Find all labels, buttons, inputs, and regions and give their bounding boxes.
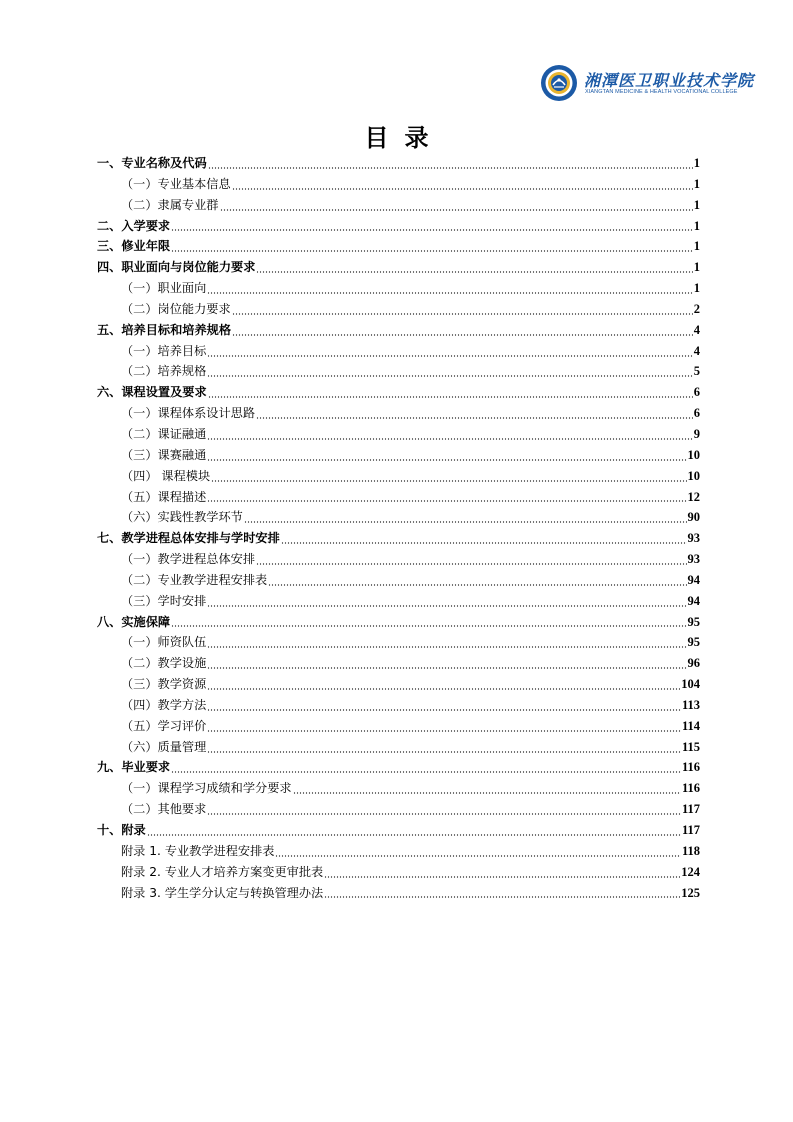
toc-entry[interactable] (97, 653, 700, 674)
toc-entry-page: 93 (687, 531, 700, 546)
toc-leader-dots (171, 250, 693, 252)
toc-leader-dots (324, 896, 680, 898)
toc-entry[interactable] (97, 695, 700, 716)
toc-entry[interactable] (97, 799, 700, 820)
toc-entry-page: 116 (681, 781, 700, 796)
toc-entry[interactable] (97, 487, 700, 508)
college-name-en: XIANGTAN MEDICINE & HEALTH VOCATIONAL COLLEGE (585, 89, 738, 95)
toc-leader-dots (220, 209, 693, 211)
toc-entry-page: 1 (693, 156, 700, 170)
toc-entry[interactable] (97, 361, 700, 382)
toc-entry-title: （六）实践性教学环节 (121, 510, 243, 525)
toc-entry-page: 117 (681, 823, 700, 837)
toc-entry[interactable] (97, 257, 700, 278)
toc-entry[interactable] (97, 382, 700, 403)
toc-leader-dots (207, 751, 681, 753)
toc-entry-title: （三）教学资源 (121, 677, 207, 692)
toc-leader-dots (207, 646, 686, 648)
toc-entry[interactable] (97, 507, 700, 528)
toc-leader-dots (207, 438, 692, 440)
toc-entry-title: （一）课程体系设计思路 (121, 406, 256, 421)
page-title: 目录 (364, 124, 445, 152)
toc-leader-dots (207, 459, 686, 461)
toc-entry-title: （三）学时安排 (121, 593, 207, 608)
toc-leader-dots (171, 229, 693, 231)
toc-entry[interactable] (97, 778, 700, 799)
toc-leader-dots (207, 375, 692, 377)
toc-entry-title: （一）师资队伍 (121, 635, 207, 650)
toc-entry-title: （二）隶属专业群 (121, 197, 219, 212)
toc-entry[interactable] (97, 570, 700, 591)
toc-entry-page: 115 (681, 739, 700, 754)
toc-entry-page: 1 (693, 176, 700, 191)
toc-entry[interactable] (97, 674, 700, 695)
toc-entry-page: 124 (681, 864, 700, 879)
toc-leader-dots (207, 500, 686, 502)
toc-leader-dots (293, 792, 681, 794)
toc-entry[interactable] (97, 820, 700, 841)
toc-leader-dots (207, 355, 692, 357)
toc-entry-page: 93 (687, 552, 700, 567)
toc-entry[interactable] (97, 591, 700, 612)
toc-leader-dots (256, 417, 693, 419)
toc-entry-page: 1 (693, 239, 700, 254)
toc-entry[interactable] (97, 320, 700, 341)
toc-entry-title: （二）课证融通 (121, 426, 207, 441)
toc-leader-dots (268, 584, 686, 586)
toc-entry[interactable] (97, 612, 700, 633)
toc-entry-title: 八、实施保障 (97, 614, 171, 629)
toc-entry-page: 6 (693, 406, 700, 421)
toc-entry-title: 六、课程设置及要求 (97, 385, 207, 400)
toc-leader-dots (171, 625, 686, 627)
college-name-cn: 湘潭医卫职业技术学院 (584, 71, 755, 90)
toc-leader-dots (207, 688, 680, 690)
toc-entry[interactable] (97, 216, 700, 237)
toc-leader-dots (207, 730, 681, 732)
toc-entry[interactable] (97, 883, 700, 904)
toc-entry[interactable] (97, 841, 700, 862)
toc-entry-title: （一）课程学习成绩和学分要求 (121, 781, 292, 796)
toc-entry-title: （一）专业基本信息 (121, 176, 231, 191)
toc-entry-page: 113 (681, 697, 700, 712)
toc-leader-dots (207, 813, 681, 815)
toc-leader-dots (207, 709, 681, 711)
toc-entry-page: 6 (693, 385, 700, 400)
toc-entry-title: （二）其他要求 (121, 802, 207, 817)
toc-entry-title: （一）职业面向 (121, 281, 207, 296)
toc-entry[interactable] (97, 403, 700, 424)
toc-entry-page: 116 (681, 760, 700, 775)
toc-entry-page: 4 (693, 322, 700, 337)
toc-entry[interactable] (97, 632, 700, 653)
toc-entry-title: （四） 课程模块 (121, 468, 211, 483)
toc-entry[interactable] (97, 341, 700, 362)
toc-entry-title: 五、培养目标和培养规格 (97, 322, 232, 337)
toc-leader-dots (256, 271, 692, 273)
toc-entry-page: 94 (687, 593, 700, 608)
toc-entry-page: 114 (681, 718, 700, 733)
toc-leader-dots (208, 396, 693, 398)
toc-entry[interactable] (97, 528, 700, 549)
toc-leader-dots (232, 313, 693, 315)
toc-entry-page: 94 (687, 572, 700, 587)
toc-entry[interactable] (97, 424, 700, 445)
toc-entry[interactable] (97, 195, 700, 216)
college-seal-icon (540, 64, 578, 102)
toc-entry-title: 附录 3. 学生学分认定与转换管理办法 (121, 885, 324, 900)
toc-entry-page: 104 (681, 677, 700, 692)
toc-entry-title: （二）教学设施 (121, 656, 207, 671)
toc-leader-dots (147, 834, 681, 836)
toc-leader-dots (207, 292, 692, 294)
toc-leader-dots (281, 542, 687, 544)
toc-entry[interactable] (97, 737, 700, 758)
toc-entry-title: （一）培养目标 (121, 343, 207, 358)
toc-entry-title: 十、附录 (97, 823, 146, 837)
toc-entry-title: 附录 2. 专业人才培养方案变更审批表 (121, 864, 324, 879)
college-logo (540, 64, 755, 104)
toc-entry[interactable] (97, 549, 700, 570)
toc-entry-title: （五）课程描述 (121, 489, 207, 504)
toc-entry-title: 七、教学进程总体安排与学时安排 (97, 531, 280, 546)
toc-leader-dots (244, 521, 687, 523)
toc-entry-title: 三、修业年限 (97, 239, 171, 254)
toc-entry-page: 1 (693, 218, 700, 233)
toc-entry-title: 附录 1. 专业教学进程安排表 (121, 843, 275, 858)
toc-entry-page: 96 (687, 656, 700, 671)
toc-entry-page: 95 (687, 614, 700, 629)
toc-entry-title: （三）课赛融通 (121, 447, 207, 462)
toc-entry-title: （一）教学进程总体安排 (121, 552, 256, 567)
toc-entry[interactable] (97, 236, 700, 257)
toc-entry-page: 95 (687, 635, 700, 650)
toc-leader-dots (275, 855, 680, 857)
toc-entry-title: （五）学习评价 (121, 718, 207, 733)
toc-entry-title: （四）教学方法 (121, 697, 207, 712)
toc-entry[interactable] (97, 174, 700, 195)
toc-leader-dots (256, 563, 686, 565)
toc-entry[interactable] (97, 278, 700, 299)
toc-entry-page: 90 (687, 510, 700, 525)
toc-entry[interactable] (97, 153, 700, 174)
toc-entry-title: （二）岗位能力要求 (121, 301, 231, 316)
toc-entry-page: 1 (693, 260, 700, 275)
toc-entry[interactable] (97, 445, 700, 466)
toc-leader-dots (171, 771, 681, 773)
toc-entry-page: 5 (693, 364, 700, 379)
toc-entry[interactable] (97, 716, 700, 737)
toc-entry-page: 10 (687, 447, 700, 462)
toc-entry-title: 二、入学要求 (97, 218, 171, 233)
toc-entry[interactable] (97, 299, 700, 320)
toc-entry-title: （二）培养规格 (121, 364, 207, 379)
toc-entry[interactable] (97, 466, 700, 487)
toc-entry-page: 117 (681, 802, 700, 817)
toc-leader-dots (232, 188, 693, 190)
toc-entry-title: （六）质量管理 (121, 739, 207, 754)
toc-entry-title: 四、职业面向与岗位能力要求 (97, 260, 256, 275)
toc-leader-dots (207, 667, 686, 669)
toc-entry-page: 1 (693, 281, 700, 296)
toc-entry-page: 9 (693, 426, 700, 441)
toc-entry-page: 118 (681, 843, 700, 858)
toc-entry-page: 125 (681, 885, 700, 900)
toc-entry-title: （二）专业教学进程安排表 (121, 572, 268, 587)
toc-leader-dots (232, 334, 693, 336)
toc-entry-title: 一、专业名称及代码 (97, 156, 207, 170)
toc-entry-page: 1 (693, 197, 700, 212)
toc-leader-dots (324, 876, 680, 878)
toc-entry-page: 2 (693, 301, 700, 316)
toc-entry[interactable] (97, 757, 700, 778)
toc-entry[interactable] (97, 862, 700, 883)
toc-entry-page: 10 (687, 468, 700, 483)
toc-entry-title: 九、毕业要求 (97, 760, 171, 775)
toc-leader-dots (208, 167, 693, 169)
toc-leader-dots (207, 605, 686, 607)
table-of-contents (97, 153, 700, 903)
toc-entry-page: 4 (693, 343, 700, 358)
toc-entry-page: 12 (687, 489, 700, 504)
toc-leader-dots (211, 480, 686, 482)
